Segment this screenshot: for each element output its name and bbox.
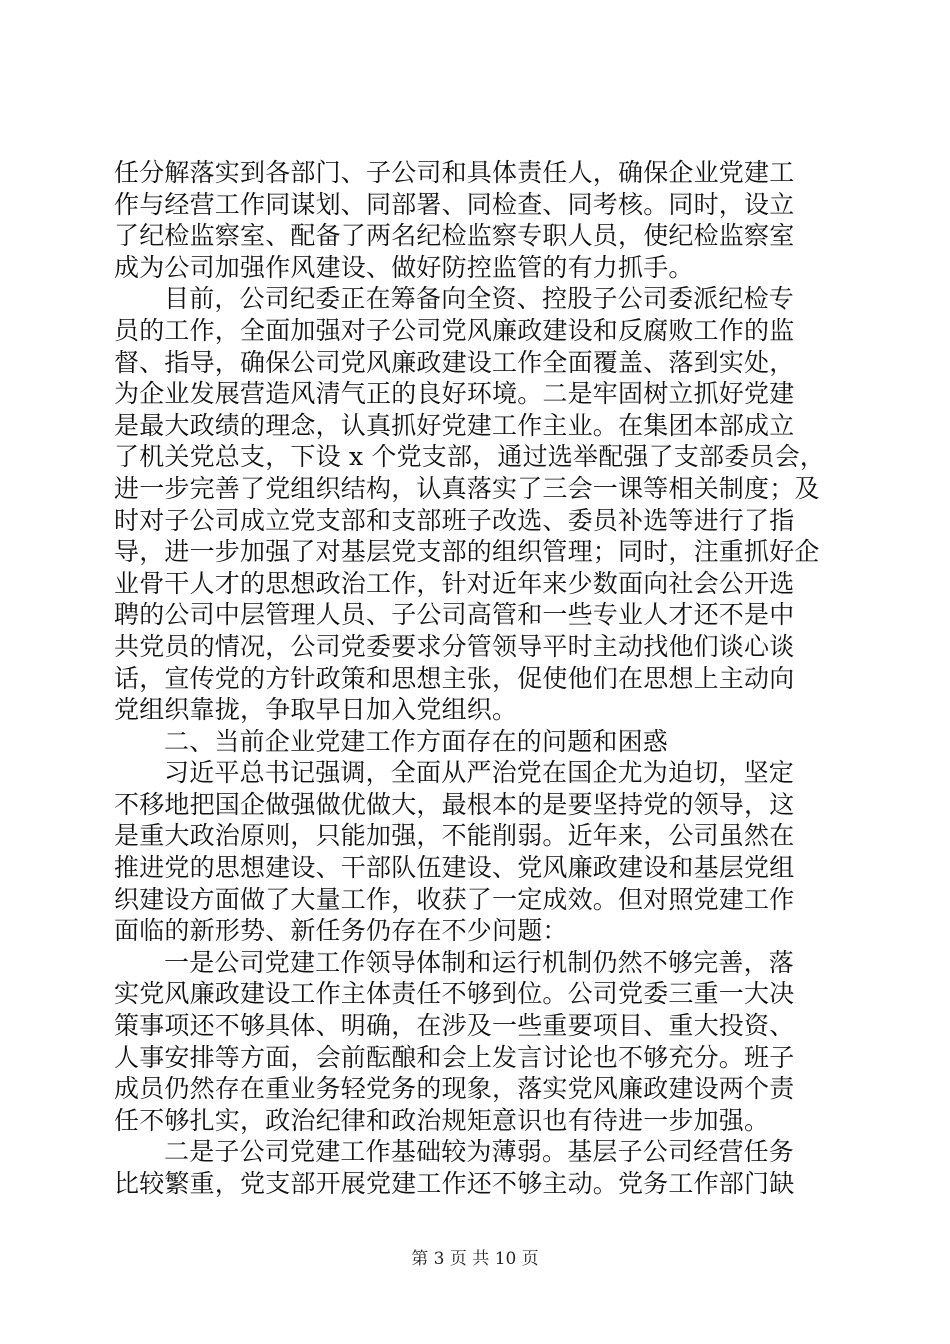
text-line: 聘的公司中层管理人员、子公司高管和一些专业人才还不是中 [114,600,795,630]
text-line: 成为公司加强作风建设、做好防控监管的有力抓手。 [114,252,694,282]
section-heading: 二、当前企业党建工作方面存在的问题和困惑 [164,726,669,756]
text-line: 人事安排等方面，会前酝酿和会上发言讨论也不够充分。班子 [114,1042,795,1072]
text-line: 习近平总书记强调，全面从严治党在国企尤为迫切，坚定 [164,758,795,788]
text-line: 话，宣传党的方针政策和思想主张，促使他们在思想上主动向 [114,663,795,693]
text-line: 时对子公司成立党支部和支部班子改选、委员补选等进行了指 [114,505,795,535]
text-line: 员的工作，全面加强对子公司党风廉政建设和反腐败工作的监 [114,315,795,345]
text-line: 任不够扎实，政治纪律和政治规矩意识也有待进一步加强。 [114,1105,770,1135]
text-line: 为企业发展营造风清气正的良好环境。二是牢固树立抓好党建 [114,379,795,409]
text-line: 不移地把国企做强做优做大，最根本的是要坚持党的领导，这 [114,789,795,819]
text-line: 共党员的情况，公司党委要求分管领导平时主动找他们谈心谈 [114,631,795,661]
text-line: 策事项还不够具体、明确，在涉及一些重要项目、重大投资、 [114,1011,795,1041]
text-line: 目前，公司纪委正在筹备向全资、控股子公司委派纪检专 [164,284,795,314]
text-line: 任分解落实到各部门、子公司和具体责任人，确保企业党建工 [114,158,795,187]
text-line: 比较繁重，党支部开展党建工作还不够主动。党务工作部门缺 [114,1169,795,1198]
document-body [114,157,848,1200]
text-line: 面临的新形势、新任务仍存在不少问题： [114,916,568,946]
text-line: 一是公司党建工作领导体制和运行机制仍然不够完善，落 [164,947,795,977]
text-line: 织建设方面做了大量工作，收获了一定成效。但对照党建工作 [114,884,795,914]
text-line: 业骨干人才的思想政治工作，针对近年来少数面向社会公开选 [114,568,795,598]
text-line: 是最大政绩的理念，认真抓好党建工作主业。在集团本部成立 [114,410,795,440]
page-number-footer: 第 3 页 共 10 页 [411,1249,539,1269]
text-line: 推进党的思想建设、干部队伍建设、党风廉政建设和基层党组 [114,853,795,883]
text-line: 党组织靠拢，争取早日加入党组织。 [114,695,518,725]
text-line: 督、指导，确保公司党风廉政建设工作全面覆盖、落到实处， [114,347,795,377]
text-line: 作与经营工作同谋划、同部署、同检查、同考核。同时，设立 [114,189,795,219]
text-line: 了机关党总支，下设 x 个党支部，通过选举配强了支部委员会， [114,442,825,472]
text-line: 二是子公司党建工作基础较为薄弱。基层子公司经营任务 [164,1137,795,1167]
text-line: 成员仍然存在重业务轻党务的现象，落实党风廉政建设两个责 [114,1074,795,1104]
text-line: 了纪检监察室、配备了两名纪检监察专职人员，使纪检监察室 [114,221,795,251]
text-line: 导，进一步加强了对基层党支部的组织管理；同时，注重抓好企 [114,537,820,567]
text-line: 是重大政治原则，只能加强，不能削弱。近年来，公司虽然在 [114,821,795,851]
text-line: 实党风廉政建设工作主体责任不够到位。公司党委三重一大决 [114,979,795,1009]
text-line: 进一步完善了党组织结构，认真落实了三会一课等相关制度；及 [114,473,820,503]
